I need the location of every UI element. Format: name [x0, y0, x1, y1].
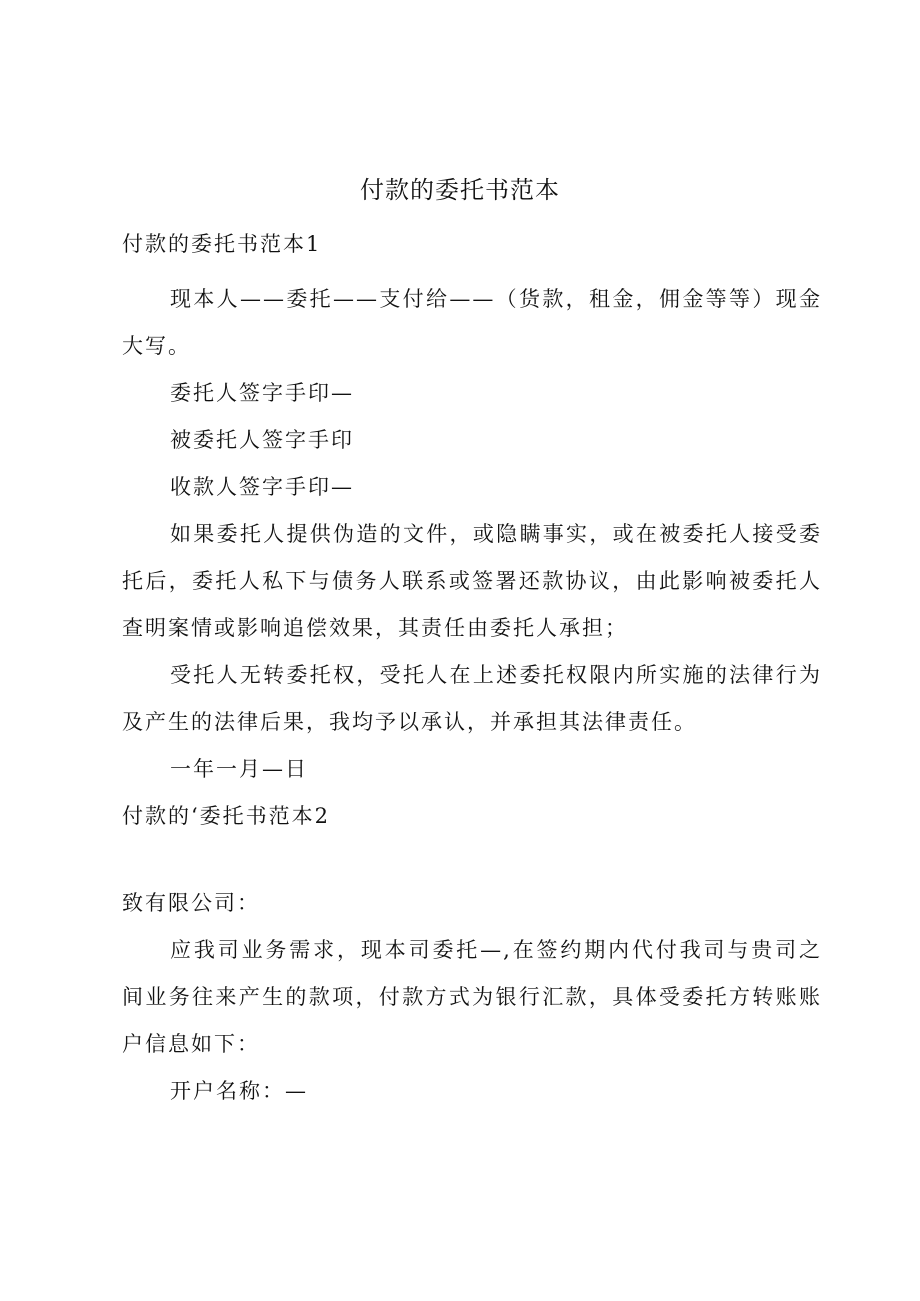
section1-paragraph-1: 现本人——委托——支付给——（货款，租金，佣金等等）现金大写。	[122, 287, 822, 358]
account-name-line: 开户名称：—	[170, 1079, 308, 1103]
document-body	[122, 229, 822, 1115]
section1-paragraph-2: 如果委托人提供伪造的文件，或隐瞒事实，或在被委托人接受委托后，委托人私下与债务人联系或签署还款协议，由此影响被委托人查明案情或影响追偿效果，其责任由委托人承担；	[122, 522, 822, 640]
section1-paragraph-3: 受托人无转委托权，受托人在上述委托权限内所实施的法律行为及产生的法律后果，我均予以承认，并承担其法律责任。	[122, 663, 822, 734]
principal-signature-line: 委托人签字手印—	[170, 381, 354, 405]
section-gap	[122, 840, 822, 880]
agent-signature-line: 被委托人签字手印	[170, 428, 354, 452]
section1-date: 一年一月—日	[170, 757, 308, 781]
document-title: 付款的委托书范本	[360, 176, 560, 204]
salutation: 致有限公司：	[122, 891, 260, 915]
payee-signature-line: 收款人签字手印—	[170, 475, 354, 499]
section2-heading: 付款的‘委托书范本2	[122, 804, 331, 828]
section2-paragraph-1: 应我司业务需求，现本司委托—,在签约期内代付我司与贵司之间业务往来产生的款项，付款方式为银行汇款，具体受委托方转账账户信息如下：	[122, 938, 822, 1056]
section1-heading: 付款的委托书范本1	[122, 232, 322, 256]
